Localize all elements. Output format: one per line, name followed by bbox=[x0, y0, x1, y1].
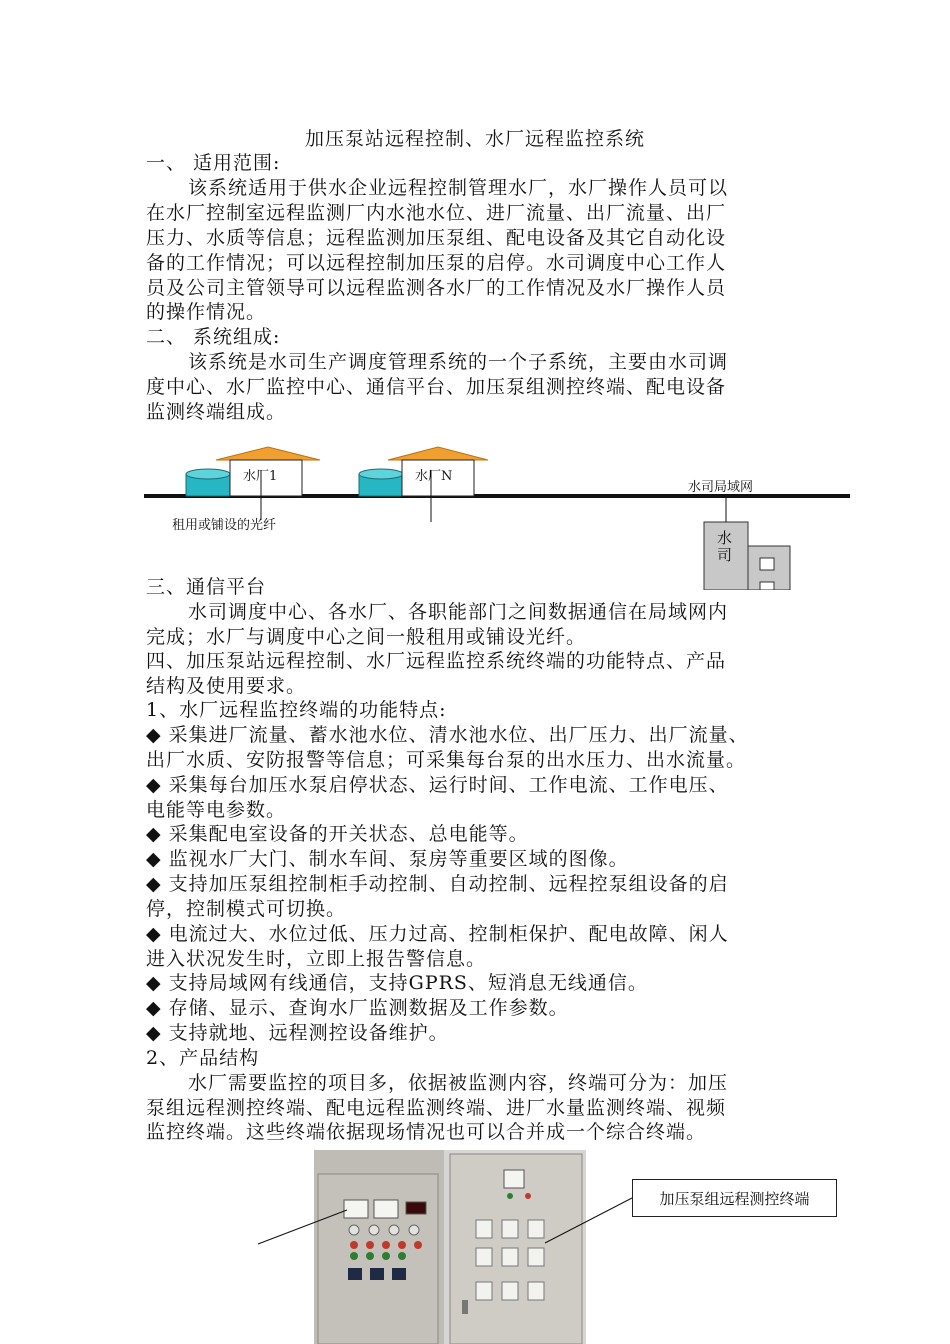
hq-label-1: 水 bbox=[717, 529, 733, 547]
paragraph-line: 监控终端。这些终端依据现场情况也可以合并成一个综合终端。 bbox=[146, 1121, 707, 1143]
lan-label: 水司局域网 bbox=[688, 480, 754, 495]
paragraph-line: 进入状况发生时，立即上报告警信息。 bbox=[146, 948, 487, 970]
plant-1-label: 水厂1 bbox=[243, 469, 278, 484]
bullet-item: ◆ 采集每台加压水泵启停状态、运行时间、工作电流、工作电压、 bbox=[146, 774, 729, 796]
section-heading: 三、通信平台 bbox=[146, 576, 267, 598]
paragraph-line: 停，控制模式可切换。 bbox=[146, 898, 347, 920]
bullet-item: ◆ 存储、显示、查询水厂监测数据及工作参数。 bbox=[146, 997, 569, 1019]
paragraph-line: 出厂水质、安防报警等信息；可采集每台泵的出水压力、出水流量。 bbox=[146, 749, 747, 771]
paragraph-line: 的操作情况。 bbox=[146, 301, 267, 323]
plant-n-label: 水厂N bbox=[415, 469, 453, 484]
callout-label: 加压泵组远程测控终端 bbox=[632, 1179, 837, 1217]
document-title: 加压泵站远程控制、水厂远程监控系统 bbox=[304, 128, 645, 150]
paragraph-line: 水司调度中心、各水厂、各职能部门之间数据通信在局域网内 bbox=[188, 601, 729, 623]
bullet-item: ◆ 电流过大、水位过低、压力过高、控制柜保护、配电故障、闲人 bbox=[146, 923, 729, 945]
paragraph-line: 压力、水质等信息；远程监测加压泵组、配电设备及其它自动化设 bbox=[146, 227, 727, 249]
paragraph-line: 备的工作情况；可以远程控制加压泵的启停。水司调度中心工作人 bbox=[146, 252, 727, 274]
control-cabinet-photo bbox=[314, 1150, 586, 1344]
paragraph-line: 监测终端组成。 bbox=[146, 401, 287, 423]
paragraph-line: 水厂需要监控的项目多，依据被监测内容，终端可分为：加压 bbox=[188, 1072, 729, 1094]
bullet-item: ◆ 采集配电室设备的开关状态、总电能等。 bbox=[146, 823, 529, 845]
section-heading: 一、 适用范围: bbox=[146, 152, 281, 174]
hq-label-2: 司 bbox=[717, 546, 733, 564]
paragraph-line: 电能等电参数。 bbox=[146, 799, 287, 821]
section-heading: 四、加压泵站远程控制、水厂远程监控系统终端的功能特点、产品 bbox=[146, 650, 727, 672]
water-tank-icon bbox=[186, 469, 230, 496]
paragraph-line: 完成；水厂与调度中心之间一般租用或铺设光纤。 bbox=[146, 626, 587, 648]
paragraph-line: 该系统是水司生产调度管理系统的一个子系统，主要由水司调 bbox=[188, 351, 729, 373]
subsection-heading: 2、产品结构 bbox=[146, 1047, 260, 1069]
fiber-label: 租用或铺设的光纤 bbox=[172, 518, 277, 533]
paragraph-line: 该系统适用于供水企业远程控制管理水厂，水厂操作人员可以 bbox=[188, 177, 729, 199]
paragraph-line: 度中心、水厂监控中心、通信平台、加压泵组测控终端、配电设备 bbox=[146, 376, 727, 398]
paragraph-line: 结构及使用要求。 bbox=[146, 675, 307, 697]
paragraph-line: 在水厂控制室远程监测厂内水池水位、进厂流量、出厂流量、出厂 bbox=[146, 202, 727, 224]
bullet-item: ◆ 采集进厂流量、蓄水池水位、清水池水位、出厂压力、出厂流量、 bbox=[146, 724, 749, 746]
bullet-item: ◆ 监视水厂大门、制水车间、泵房等重要区域的图像。 bbox=[146, 848, 629, 870]
network-diagram bbox=[140, 440, 860, 590]
section-heading: 二、 系统组成: bbox=[146, 326, 281, 348]
bullet-item: ◆ 支持局域网有线通信，支持GPRS、短消息无线通信。 bbox=[146, 972, 648, 994]
water-tank-icon bbox=[359, 469, 403, 496]
subsection-heading: 1、水厂远程监控终端的功能特点: bbox=[146, 699, 447, 721]
bullet-item: ◆ 支持就地、远程测控设备维护。 bbox=[146, 1022, 449, 1044]
bullet-item: ◆ 支持加压泵组控制柜手动控制、自动控制、远程控泵组设备的启 bbox=[146, 873, 729, 895]
paragraph-line: 泵组远程测控终端、配电远程监测终端、进厂水量监测终端、视频 bbox=[146, 1097, 727, 1119]
paragraph-line: 员及公司主管领导可以远程监测各水厂的工作情况及水厂操作人员 bbox=[146, 277, 727, 299]
